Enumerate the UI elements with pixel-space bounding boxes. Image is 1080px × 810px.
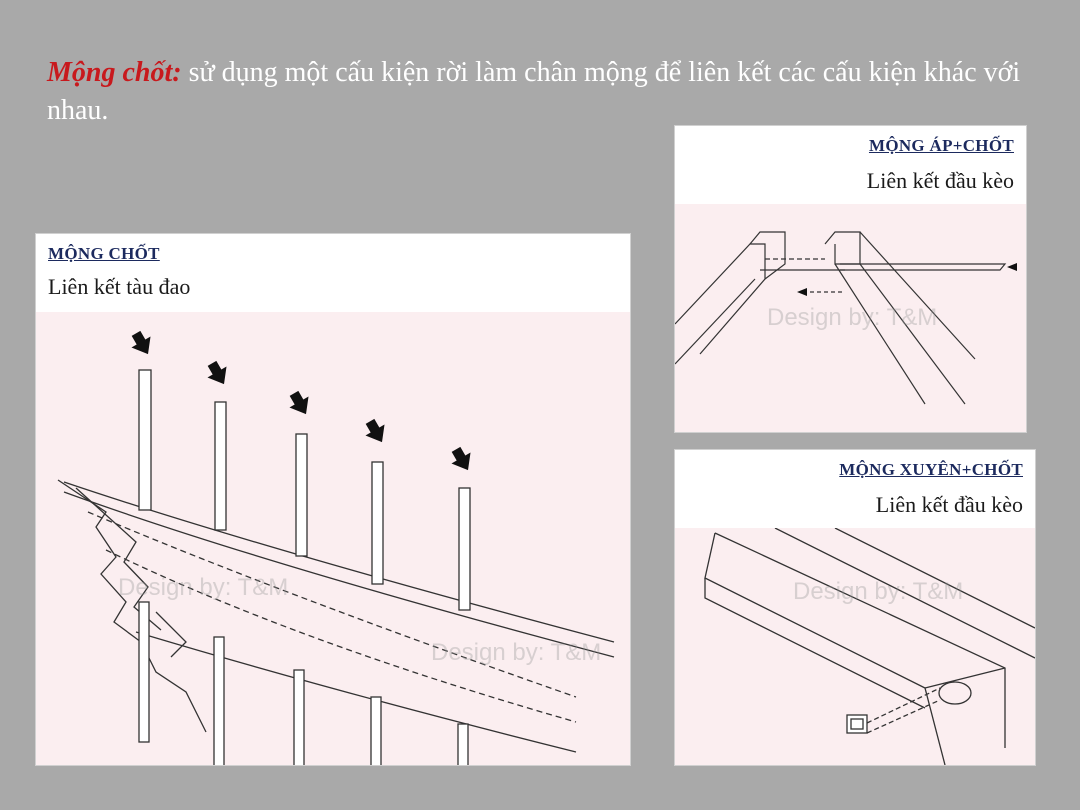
roof-corner-diagram xyxy=(36,312,630,765)
panel-mong-chot xyxy=(36,234,630,765)
panel-subtitle: Liên kết đầu kèo xyxy=(875,492,1023,517)
panel-subtitle: Liên kết đầu kèo xyxy=(866,168,1014,193)
left-arrow-icon xyxy=(797,263,1017,296)
watermark: Design by: T&M xyxy=(118,574,289,601)
through-tenon-diagram xyxy=(675,528,1035,765)
panel-title: MỘNG ÁP+CHỐT xyxy=(868,136,1014,155)
panel-title: MỘNG XUYÊN+CHỐT xyxy=(839,460,1023,479)
watermark: Design by: T&M xyxy=(793,578,964,605)
panel-caption xyxy=(675,450,1035,528)
panel-caption xyxy=(36,234,630,312)
watermark: Design by: T&M xyxy=(431,639,602,666)
panel-caption xyxy=(675,126,1026,204)
headline xyxy=(47,54,1047,130)
headline-text: sử dụng một cấu kiện rời làm chân mộng để liên kết các cấu kiện khác với nhau. xyxy=(47,57,1021,126)
panel-mong-xuyen-chot xyxy=(675,450,1035,765)
peg-group xyxy=(139,602,468,765)
headline-term: Mộng chốt: xyxy=(47,57,182,88)
watermark: Design by: T&M xyxy=(767,304,938,331)
panel-subtitle: Liên kết tàu đao xyxy=(48,274,191,299)
panel-title: MỘNG CHỐT xyxy=(48,244,160,263)
panel-mong-ap-chot xyxy=(675,126,1026,432)
